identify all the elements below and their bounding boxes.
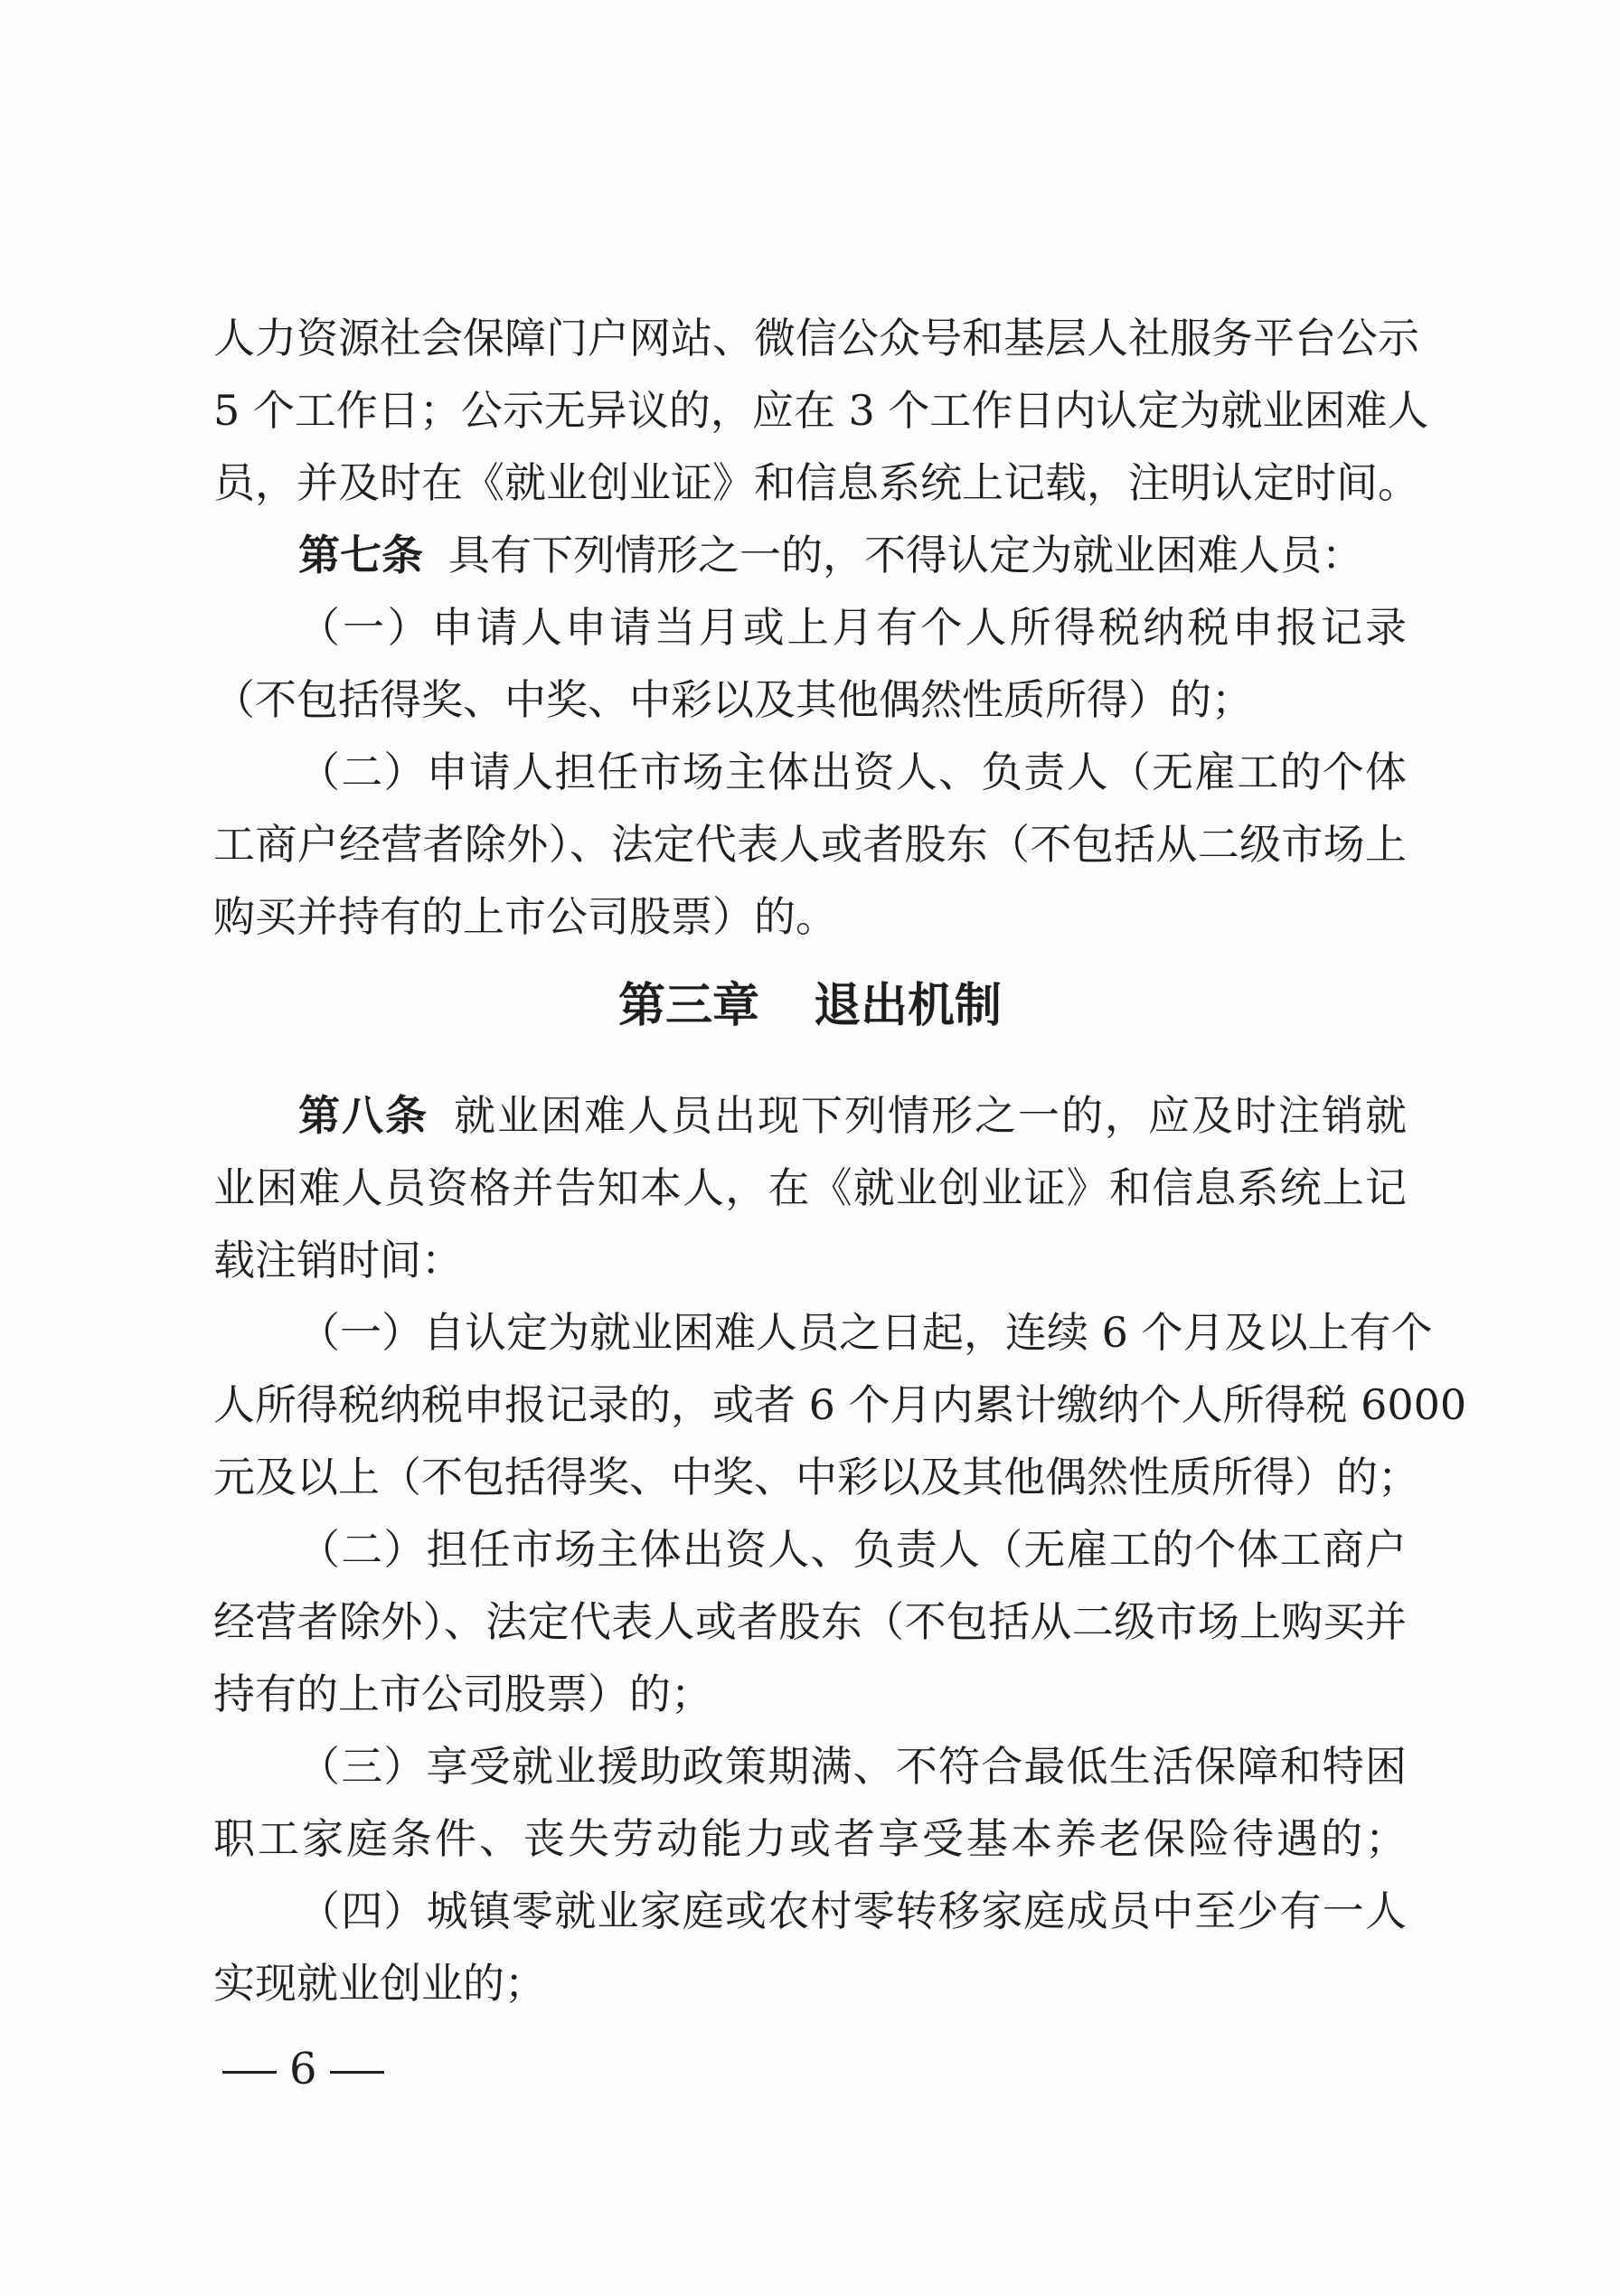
chapter-heading <box>0 965 1620 1047</box>
body-line: 工商户经营者除外）、法定代表人或者股东（不包括从二级市场上 <box>213 820 1407 869</box>
dash-left <box>222 2071 277 2074</box>
body-line: 职工家庭条件、丧失劳动能力或者享受基本养老保险待遇的； <box>213 1814 1407 1863</box>
body-line: 5 个工作日；公示无异议的，应在 3 个工作日内认定为就业困难人 <box>213 386 1429 435</box>
body-line: （二）担任市场主体出资人、负责人（无雇工的个体工商户 <box>298 1525 1407 1574</box>
body-line: （四）城镇零就业家庭或农村零转移家庭成员中至少有一人 <box>298 1887 1407 1935</box>
body-line: （一）申请人申请当月或上月有个人所得税纳税申报记录 <box>298 603 1407 652</box>
chapter-title: 退出机制 <box>814 979 1003 1033</box>
body-line: 元及以上（不包括得奖、中奖、中彩以及其他偶然性质所得）的； <box>213 1453 1419 1501</box>
article-7-label: 第七条 <box>298 531 423 579</box>
body-line: 经营者除外）、法定代表人或者股东（不包括从二级市场上购买并 <box>213 1597 1407 1646</box>
dash-right <box>330 2071 384 2074</box>
body-text: 具有下列情形之一的，不得认定为就业困难人员： <box>448 531 1363 579</box>
body-line: （二）申请人担任市场主体出资人、负责人（无雇工的个体 <box>298 748 1407 796</box>
body-line: （三）享受就业援助政策期满、不符合最低生活保障和特困 <box>298 1742 1407 1791</box>
body-text: 就业困难人员出现下列情形之一的，应及时注销就 <box>454 1091 1407 1140</box>
page-footer <box>210 2037 397 2101</box>
body-line: 持有的上市公司股票）的； <box>213 1670 712 1718</box>
article-7-line <box>298 519 1407 591</box>
body-line: 业困难人员资格并告知本人，在《就业创业证》和信息系统上记 <box>213 1163 1407 1212</box>
body-line: 实现就业创业的； <box>213 1959 546 2008</box>
body-line: （一）自认定为就业困难人员之日起，连续 6 个月及以上有个 <box>298 1308 1433 1357</box>
body-line: 载注销时间： <box>213 1236 463 1284</box>
body-line: 人力资源社会保障门户网站、微信公众号和基层人社服务平台公示 <box>213 314 1419 362</box>
body-line: 人所得税纳税申报记录的，或者 6 个月内累计缴纳个人所得税 6000 <box>213 1380 1467 1429</box>
page-number: 6 <box>289 2044 317 2094</box>
body-line: （不包括得奖、中奖、中彩以及其他偶然性质所得）的； <box>213 675 1253 724</box>
article-8-label: 第八条 <box>298 1091 429 1140</box>
body-line: 购买并持有的上市公司股票）的。 <box>213 892 837 941</box>
body-line: 员，并及时在《就业创业证》和信息系统上记载，注明认定时间。 <box>213 458 1419 507</box>
article-8-line <box>298 1079 1407 1152</box>
chapter-number: 第三章 <box>617 979 759 1033</box>
